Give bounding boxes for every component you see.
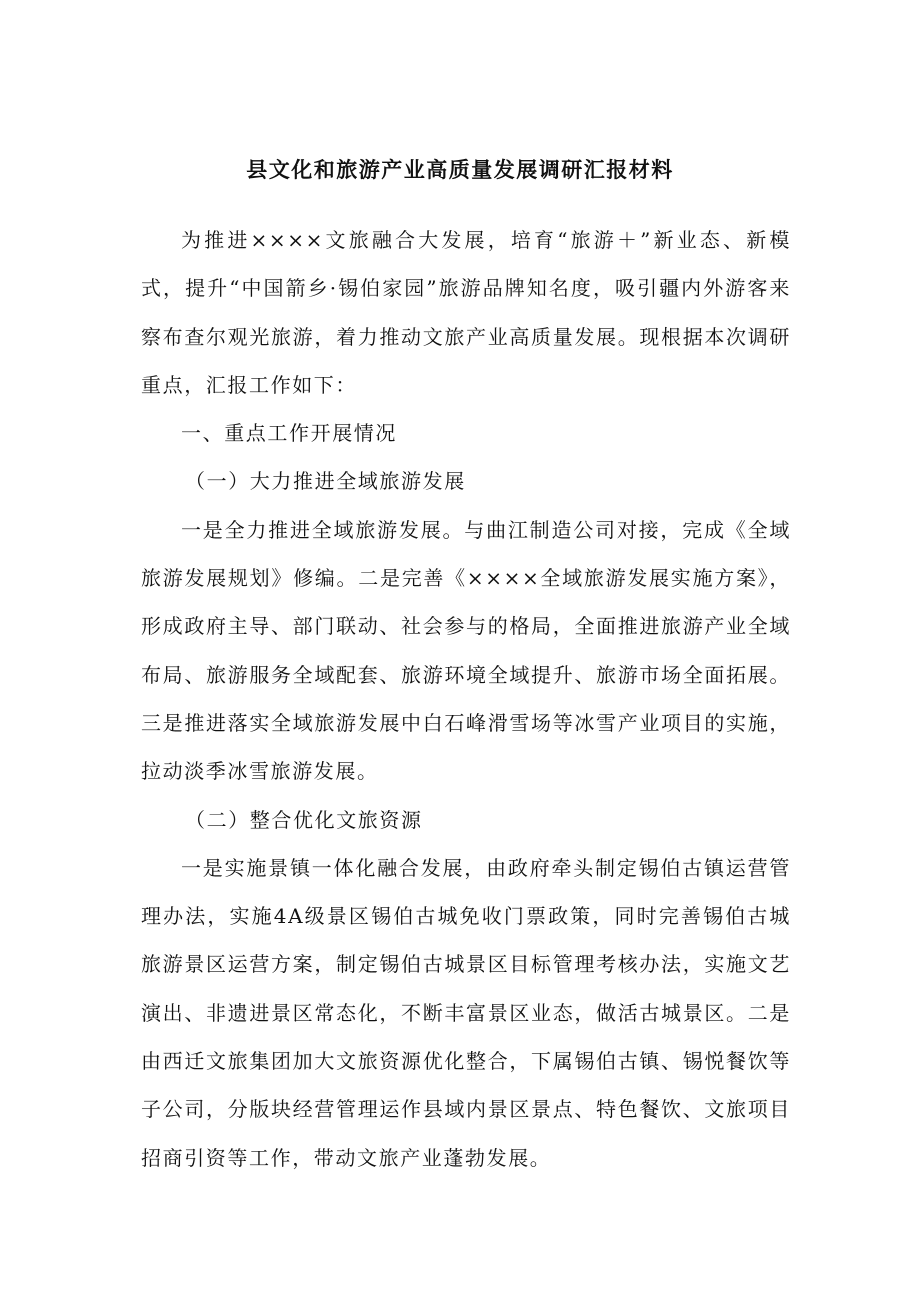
document-body [141,216,791,1182]
document-title: 县文化和旅游产业高质量发展调研汇报材料 [246,157,674,182]
subsection-2-paragraph: 一是实施景镇一体化融合发展，由政府牵头制定锡伯古镇运营管理办法，实施4A级景区锡伯古城免收门票政策，同时完善锡伯古城旅游景区运营方案，制定锡伯古城景区目标管理考核办法，实施文艺演出、非遗进景区常态化，不断丰富景区业态，做活古城景区。二是由西迁文旅集团加大文旅资源优化整合，下属锡伯古镇、锡悦餐饮等子公司，分版块经营管理运作县域内景区景点、特色餐饮、文旅项目招商引资等工作，带动文旅产业蓬勃发展。 [141,855,791,1170]
subsection-heading-1: （一）大力推进全域旅游发展 [185,469,466,494]
subsection-heading-2: （二）整合优化文旅资源 [185,807,423,832]
subsection-1-paragraph: 一是全力推进全域旅游发展。与曲江制造公司对接，完成《全域旅游发展规划》修编。二是完善《××××全域旅游发展实施方案》，形成政府主导、部门联动、社会参与的格局，全面推进旅游产业全域布局、旅游服务全域配套、旅游环境全域提升、旅游市场全面拓展。三是推进落实全域旅游发展中白石峰滑雪场等冰雪产业项目的实施，拉动淡季冰雪旅游发展。 [141,517,791,784]
section-heading-1: 一、重点工作开展情况 [181,421,397,446]
intro-paragraph: 为推进××××文旅融合大发展，培育“旅游＋”新业态、新模式，提升“中国箭乡·锡伯家园”旅游品牌知名度，吸引疆内外游客来察布查尔观光旅游，着力推动文旅产业高质量发展。现根据本次调研重点，汇报工作如下： [141,228,791,397]
